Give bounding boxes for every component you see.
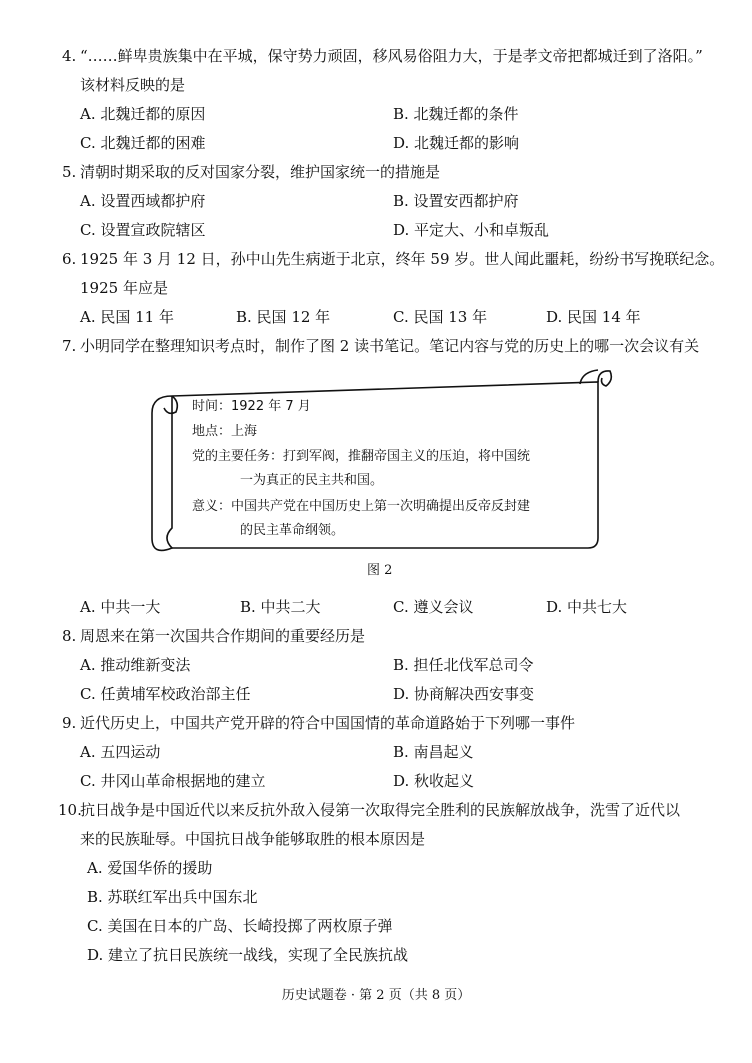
page-footer: 历史试题卷 · 第 2 页（共 8 页） — [281, 988, 471, 1003]
note-task-line1: 党的主要任务：打到军阀，推翻帝国主义的压迫，将中国统 — [192, 449, 531, 464]
q9-option-d[interactable]: D. 秋收起义 — [393, 772, 475, 790]
note-task-line2: 一为真正的民主共和国。 — [240, 473, 384, 488]
q9-option-a[interactable]: A. 五四运动 — [80, 743, 161, 761]
q7-option-b[interactable]: B. 中共二大 — [240, 598, 321, 616]
q7-option-a[interactable]: A. 中共一大 — [80, 598, 161, 616]
q8-option-a[interactable]: A. 推动维新变法 — [80, 656, 191, 674]
q6-stem-line1: 1925 年 3 月 12 日，孙中山先生病逝于北京，终年 59 岁。世人闻此噩耗，纷纷书写挽联纪念。 — [80, 250, 725, 268]
note-time: 时间：1922 年 7 月 — [192, 399, 311, 414]
q10-option-d[interactable]: D. 建立了抗日民族统一战线，实现了全民族抗战 — [87, 946, 409, 964]
q5-stem-line1: 清朝时期采取的反对国家分裂，维护国家统一的措施是 — [80, 163, 441, 181]
q6-option-d[interactable]: D. 民国 14 年 — [546, 308, 641, 326]
q4-stem-line2: 该材料反映的是 — [80, 76, 186, 94]
q9-stem-line1: 近代历史上，中国共产党开辟的符合中国国情的革命道路始于下列哪一事件 — [80, 714, 576, 732]
q6-option-c[interactable]: C. 民国 13 年 — [393, 308, 488, 326]
q5-option-c[interactable]: C. 设置宣政院辖区 — [80, 221, 206, 239]
q4-option-a[interactable]: A. 北魏迁都的原因 — [80, 105, 206, 123]
q10-option-b[interactable]: B. 苏联红军出兵中国东北 — [87, 888, 258, 906]
q4-option-d[interactable]: D. 北魏迁都的影响 — [393, 134, 520, 152]
reading-note-scroll — [150, 368, 615, 554]
q4-option-c[interactable]: C. 北魏迁都的困难 — [80, 134, 206, 152]
q6-option-b[interactable]: B. 民国 12 年 — [236, 308, 331, 326]
note-place: 地点：上海 — [192, 424, 258, 439]
q7-option-d[interactable]: D. 中共七大 — [546, 598, 628, 616]
q6-stem-line2: 1925 年应是 — [80, 279, 168, 297]
q10-option-c[interactable]: C. 美国在日本的广岛、长崎投掷了两枚原子弹 — [87, 917, 393, 935]
q6-option-a[interactable]: A. 民国 11 年 — [80, 308, 174, 326]
q10-stem-line1: 抗日战争是中国近代以来反抗外敌入侵第一次取得完全胜利的民族解放战争，洗雪了近代以 — [80, 801, 681, 819]
q8-option-c[interactable]: C. 任黄埔军校政治部主任 — [80, 685, 251, 703]
q10-option-a[interactable]: A. 爱国华侨的援助 — [87, 859, 213, 877]
q10-stem-line2: 来的民族耻辱。中国抗日战争能够取胜的根本原因是 — [80, 830, 426, 848]
q4-number: 4. — [62, 47, 77, 65]
q8-option-b[interactable]: B. 担任北伐军总司令 — [393, 656, 534, 674]
q5-option-b[interactable]: B. 设置安西都护府 — [393, 192, 519, 210]
q6-number: 6. — [62, 250, 77, 268]
q9-number: 9. — [62, 714, 77, 732]
q8-option-d[interactable]: D. 协商解决西安事变 — [393, 685, 535, 703]
q9-option-c[interactable]: C. 井冈山革命根据地的建立 — [80, 772, 266, 790]
q5-number: 5. — [62, 163, 77, 181]
q8-number: 8. — [62, 627, 77, 645]
q7-option-c[interactable]: C. 遵义会议 — [393, 598, 474, 616]
figure-caption: 图 2 — [367, 563, 393, 578]
q8-stem-line1: 周恩来在第一次国共合作期间的重要经历是 — [80, 627, 366, 645]
q4-option-b[interactable]: B. 北魏迁都的条件 — [393, 105, 519, 123]
q7-stem-line1: 小明同学在整理知识考点时，制作了图 2 读书笔记。笔记内容与党的历史上的哪一次会议有关 — [80, 337, 700, 355]
note-meaning-line2: 的民主革命纲领。 — [240, 523, 345, 538]
q5-option-a[interactable]: A. 设置西域都护府 — [80, 192, 206, 210]
q7-number: 7. — [62, 337, 77, 355]
q9-option-b[interactable]: B. 南昌起义 — [393, 743, 474, 761]
q4-stem-line1: “……鲜卑贵族集中在平城，保守势力顽固，移风易俗阻力大，于是孝文帝把都城迁到了洛阳。” — [80, 47, 703, 65]
note-meaning-line1: 意义：中国共产党在中国历史上第一次明确提出反帝反封建 — [192, 499, 531, 514]
q5-option-d[interactable]: D. 平定大、小和卓叛乱 — [393, 221, 550, 239]
q10-number: 10. — [58, 801, 82, 819]
